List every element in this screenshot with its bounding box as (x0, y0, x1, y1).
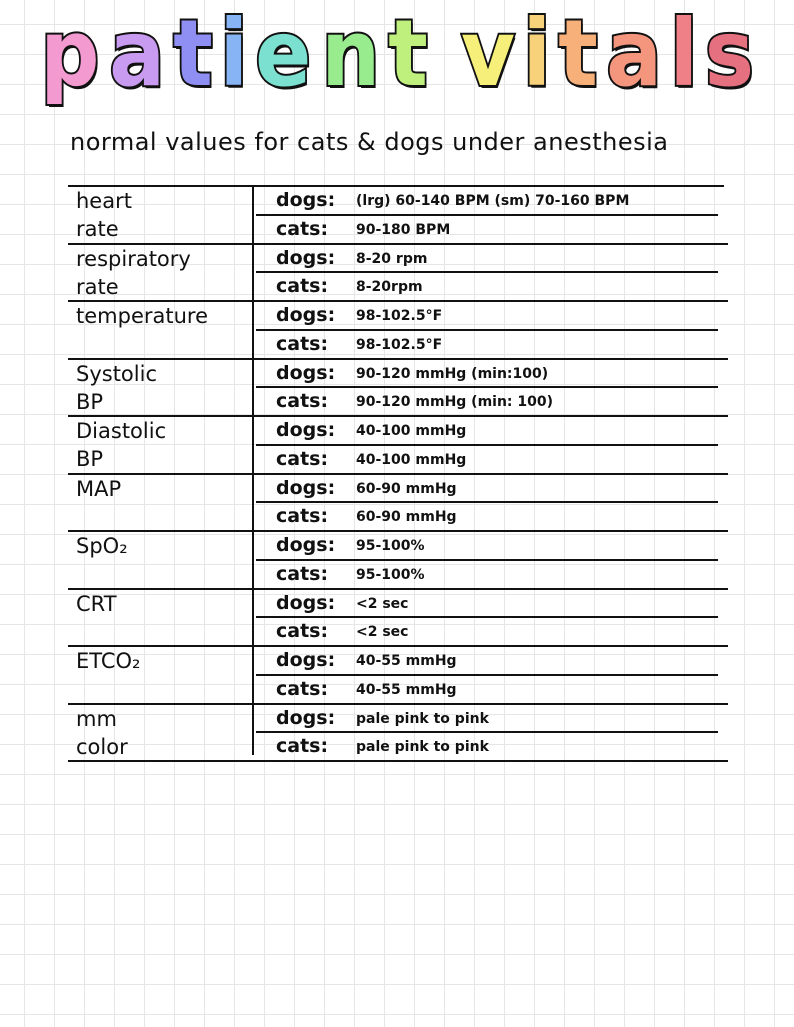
parameter-label: Systolic BP (76, 361, 157, 414)
title-letter: a (108, 0, 165, 107)
title-letter: t (172, 0, 213, 107)
column-divider (252, 185, 254, 755)
dogs-value: 98-102.5°F (356, 308, 443, 324)
cats-label: cats: (276, 217, 329, 240)
row-divider (68, 760, 728, 762)
dogs-label: dogs: (276, 591, 336, 614)
title-letter: n (321, 0, 380, 107)
parameter-label: SpO₂ (76, 534, 128, 558)
dogs-value: 90-120 mmHg (min:100) (356, 365, 549, 382)
cats-value: <2 sec (356, 624, 409, 641)
title-letter: p (40, 0, 100, 107)
dogs-value: 95-100% (356, 538, 425, 554)
cats-label: cats: (276, 505, 329, 528)
dogs-label: dogs: (276, 419, 336, 441)
cats-label: cats: (276, 332, 329, 355)
cats-label: cats: (276, 275, 329, 298)
cats-label: cats: (276, 562, 329, 585)
dogs-label: dogs: (276, 189, 336, 211)
dogs-label: dogs: (276, 649, 336, 671)
cats-value: 90-120 mmHg (min: 100) (356, 394, 554, 411)
parameter-label: temperature (76, 304, 208, 328)
dogs-value: 8-20 rpm (356, 250, 428, 267)
title-letter: i (219, 0, 248, 107)
cats-value: 40-100 mmHg (356, 451, 467, 468)
subtitle: normal values for cats & dogs under anesthesia (70, 128, 669, 156)
cats-label: cats: (276, 447, 329, 470)
cats-value: 8-20rpm (356, 279, 423, 296)
dogs-label: dogs: (276, 246, 336, 269)
cats-value: 95-100% (356, 566, 425, 583)
dogs-value: 40-55 mmHg (356, 653, 457, 669)
title-letter: l (669, 0, 698, 107)
cats-label: cats: (276, 620, 329, 643)
parameter-label: MAP (76, 476, 122, 501)
dogs-label: dogs: (276, 476, 336, 499)
parameter-label: mm color (76, 706, 128, 759)
title-letter: a (605, 0, 662, 107)
cats-value: 40-55 mmHg (356, 681, 457, 698)
parameter-label: CRT (76, 591, 117, 616)
parameter-label: respiratory rate (76, 246, 191, 299)
cats-value: 90-180 BPM (356, 221, 451, 238)
cats-label: cats: (276, 390, 329, 413)
dogs-label: dogs: (276, 304, 336, 326)
title-letter: t (388, 0, 429, 107)
dogs-value: pale pink to pink (356, 710, 489, 727)
dogs-value: (lrg) 60-140 BPM (sm) 70-160 BPM (356, 193, 630, 209)
dogs-value: 60-90 mmHg (356, 480, 457, 497)
title-letter: v (461, 0, 516, 107)
parameter-label: heart rate (76, 189, 132, 241)
dogs-value: <2 sec (356, 595, 409, 612)
cats-label: cats: (276, 735, 329, 758)
title-letter: e (255, 0, 312, 107)
cats-value: 60-90 mmHg (356, 509, 457, 526)
cats-label: cats: (276, 677, 329, 700)
dogs-label: dogs: (276, 534, 336, 556)
cats-value: pale pink to pink (356, 739, 489, 756)
dogs-label: dogs: (276, 706, 336, 729)
title-letter: t (557, 0, 598, 107)
dogs-label: dogs: (276, 361, 336, 384)
parameter-label: ETCO₂ (76, 649, 141, 673)
cats-value: 98-102.5°F (356, 336, 443, 353)
title-letter: i (522, 0, 552, 107)
title-letter: s (705, 0, 755, 107)
dogs-value: 40-100 mmHg (356, 423, 467, 439)
parameter-label: Diastolic BP (76, 419, 167, 471)
